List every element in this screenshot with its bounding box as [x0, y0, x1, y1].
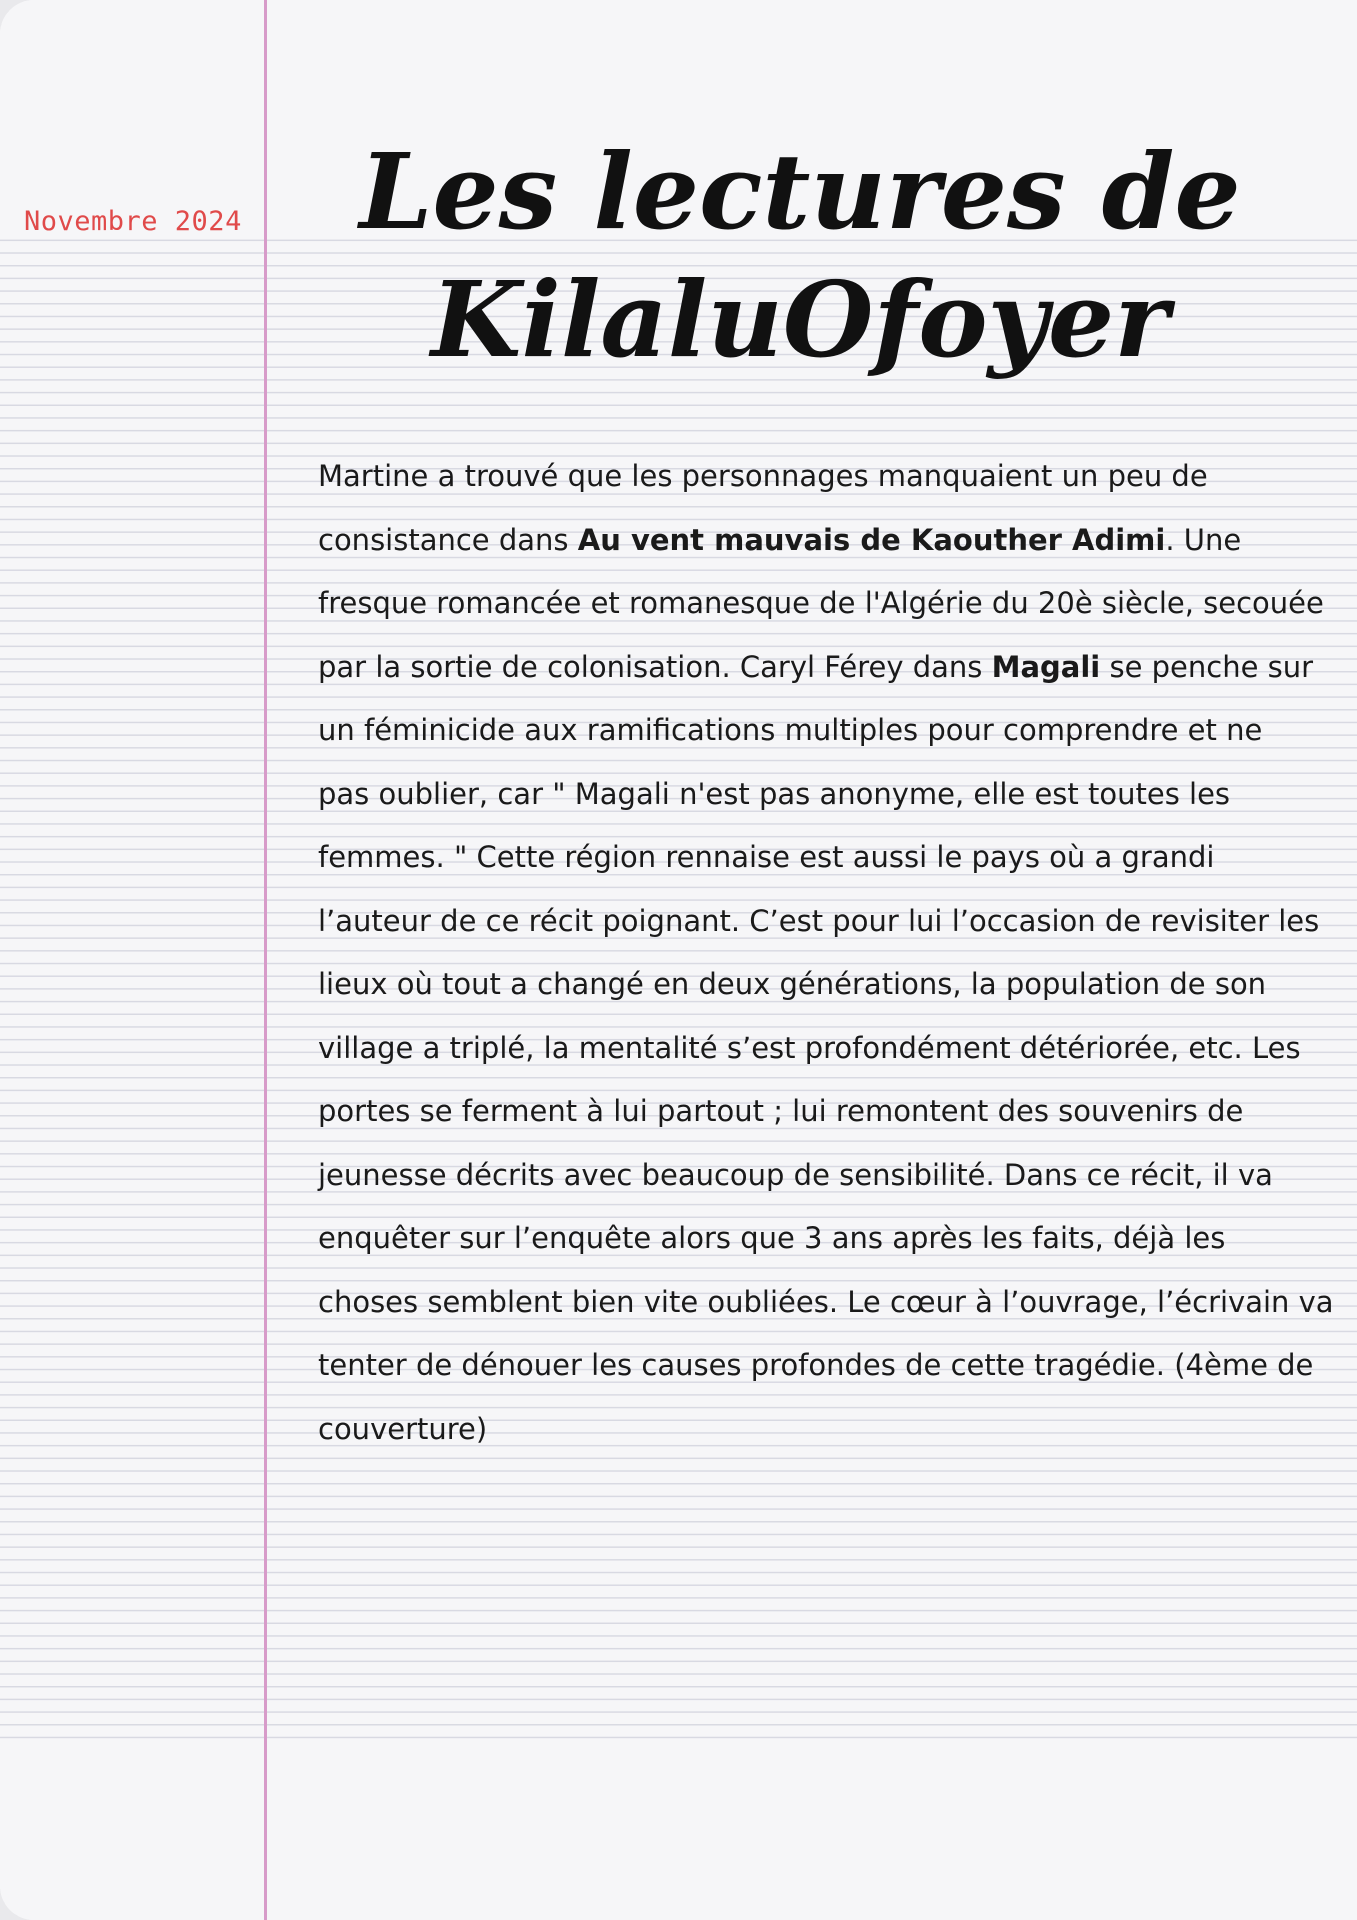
page-footer-area: [0, 1742, 1357, 1920]
text-line: portes se ferment à lui partout ; lui remontent des souvenirs de: [318, 1094, 1244, 1128]
title-line-2: KilaluOfoyer: [430, 258, 1169, 381]
text-run: consistance dans: [318, 522, 578, 557]
text-run: . Une: [1165, 522, 1242, 557]
text-line: un féminicide aux ramifications multiples pour comprendre et ne: [318, 713, 1263, 747]
text-line: [318, 509, 1348, 573]
text-line: fresque romancée et romanesque de l'Algérie du 20è siècle, secouée: [318, 586, 1324, 620]
text-line: couverture): [318, 1411, 488, 1446]
text-line: village a triplé, la mentalité s’est profondément détériorée, etc. Les: [318, 1030, 1301, 1065]
margin-line: [264, 0, 267, 1920]
text-run: se penche sur: [1100, 649, 1314, 684]
text-line: pas oublier, car " Magali n'est pas anonyme, elle est toutes les: [318, 776, 1231, 811]
text-run: par la sortie de colonisation. Caryl Férey dans: [318, 649, 992, 684]
date-label: Novembre 2024: [24, 206, 242, 237]
text-line: femmes. " Cette région rennaise est aussi le pays où a grandi: [318, 840, 1215, 874]
text-line: jeunesse décrits avec beaucoup de sensibilité. Dans ce récit, il va: [318, 1157, 1273, 1192]
text-line: lieux où tout a changé en deux générations, la population de son: [318, 967, 1267, 1001]
text-line: l’auteur de ce récit poignant. C’est pour lui l’occasion de revisiter les: [318, 903, 1320, 938]
page-title: [300, 128, 1300, 384]
text-line: [318, 636, 1348, 700]
text-line: Martine a trouvé que les personnages manquaient un peu de: [318, 459, 1208, 493]
text-line: choses semblent bien vite oubliées. Le cœur à l’ouvrage, l’écrivain va: [318, 1284, 1334, 1319]
book-title-magali: Magali: [991, 649, 1101, 684]
text-line: enquêter sur l’enquête alors que 3 ans après les faits, déjà les: [318, 1221, 1226, 1255]
review-paragraph: [318, 445, 1348, 1461]
title-line-1: Les lectures de: [359, 130, 1241, 253]
text-line: tenter de dénouer les causes profondes de cette tragédie. (4ème de: [318, 1348, 1314, 1382]
book-title-au-vent-mauvais: Au vent mauvais de Kaouther Adimi: [577, 522, 1166, 557]
